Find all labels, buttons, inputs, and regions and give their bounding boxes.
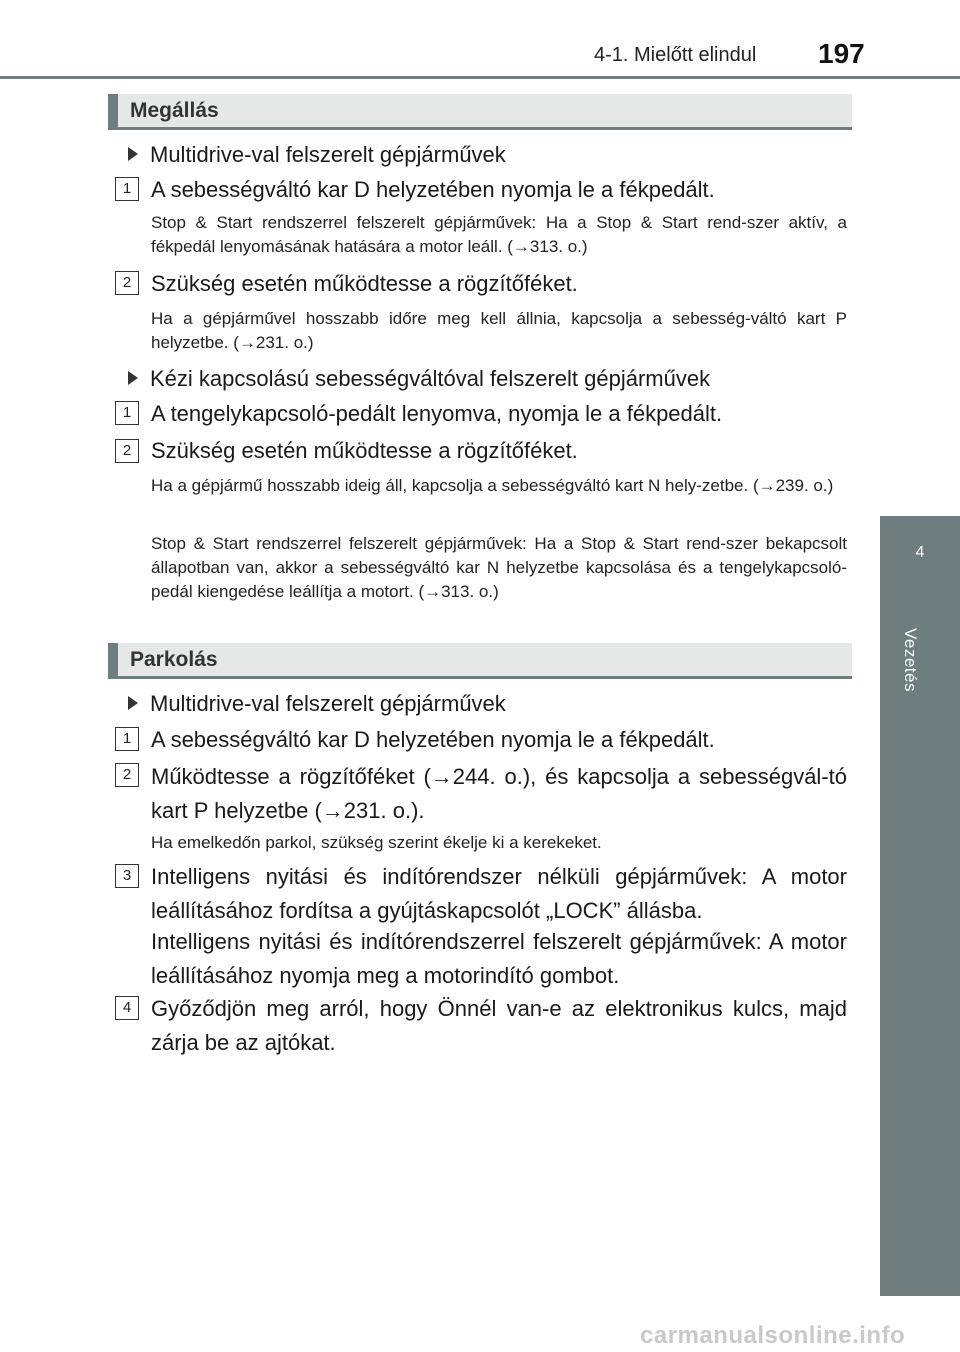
subheading-multidrive (128, 691, 506, 717)
subheading-text: Multidrive-val felszerelt gépjárművek (150, 142, 506, 167)
step-text: A tengelykapcsoló-pedált lenyomva, nyomja le a fékpedált. (151, 401, 723, 426)
step-number: 1 (115, 177, 139, 201)
step-text: Intelligens nyitási és indítórendszerrel felszerelt gépjárművek: A motor leállításához nyomja meg a motorindító gombot. (151, 929, 847, 988)
section-header-megallas (108, 94, 852, 130)
subheading-manual (128, 366, 710, 392)
chapter-tab-label: Vezetés (901, 628, 920, 692)
subheading-multidrive (128, 142, 506, 168)
step-text: A sebességváltó kar D helyzetében nyomja le a fékpedált. (151, 177, 715, 202)
chapter-tab-number-label: 4 (915, 544, 925, 561)
section-header-parkolas (108, 643, 852, 679)
subheading-text: Kézi kapcsolású sebességváltóval felszerelt gépjárművek (150, 366, 711, 391)
step-text: Szükség esetén működtesse a rögzítőféket. (151, 271, 578, 296)
note-text: Stop & Start rendszerrel felszerelt gépjárművek: Ha a Stop & Start rend-szer aktív, a fékpedál lenyomásának hatására a motor leáll. (→313. o.) (151, 213, 847, 256)
step-text: Intelligens nyitási és indítórendszer nélküli gépjárművek: A motor leállításához fordítsa a gyújtáskapcsolót „LOCK” állásba. (151, 864, 847, 923)
step-text: Működtesse a rögzítőféket (→244. o.), és kapcsolja a sebességvál-tó kart P helyzetbe (→231. o.). (151, 764, 847, 823)
header-divider (0, 76, 960, 79)
note-text: Stop & Start rendszerrel felszerelt gépjárművek: Ha a Stop & Start rend-szer bekapcsolt állapotban van, akkor a sebességváltó kar N helyzetbe kapcsolása és a tengelykapcsoló-pedál kiengedése leállítja a motort. (→313. o.) (151, 534, 847, 601)
watermark: carmanualsonline.info (640, 1322, 906, 1349)
step-number: 4 (115, 996, 139, 1020)
arrow-right-icon (128, 371, 138, 385)
step-number: 1 (115, 727, 139, 751)
step-number: 2 (115, 763, 139, 787)
arrow-right-icon (128, 147, 138, 161)
subheading-text: Multidrive-val felszerelt gépjárművek (150, 691, 506, 716)
section-title: Parkolás (130, 648, 218, 671)
step-number: 3 (115, 864, 139, 888)
step-text: Szükség esetén működtesse a rögzítőféket. (151, 438, 578, 463)
step-text: Győződjön meg arról, hogy Önnél van-e az elektronikus kulcs, majd zárja be az ajtókat. (151, 996, 847, 1055)
step-text: A sebességváltó kar D helyzetében nyomja le a fékpedált. (151, 727, 715, 752)
step-number: 1 (115, 401, 139, 425)
step-number: 2 (115, 271, 139, 295)
step-number: 2 (115, 439, 139, 463)
chapter-tab (880, 596, 960, 1296)
chapter-title: 4-1. Mielőtt elindul (594, 44, 757, 66)
page-number: 197 (818, 38, 865, 69)
section-title: Megállás (130, 99, 219, 122)
note-text: Ha a gépjármű hosszabb ideig áll, kapcsolja a sebességváltó kart N hely-zetbe. (→239. o.) (151, 476, 834, 495)
page-header (0, 0, 960, 80)
note-text: Ha emelkedőn parkol, szükség szerint ékelje ki a kerekeket. (151, 833, 602, 852)
note-text: Ha a gépjárművel hosszabb időre meg kell állnia, kapcsolja a sebesség-váltó kart P helyzetbe. (→231. o.) (151, 309, 847, 352)
chapter-tab-number (880, 516, 960, 596)
arrow-right-icon (128, 696, 138, 710)
